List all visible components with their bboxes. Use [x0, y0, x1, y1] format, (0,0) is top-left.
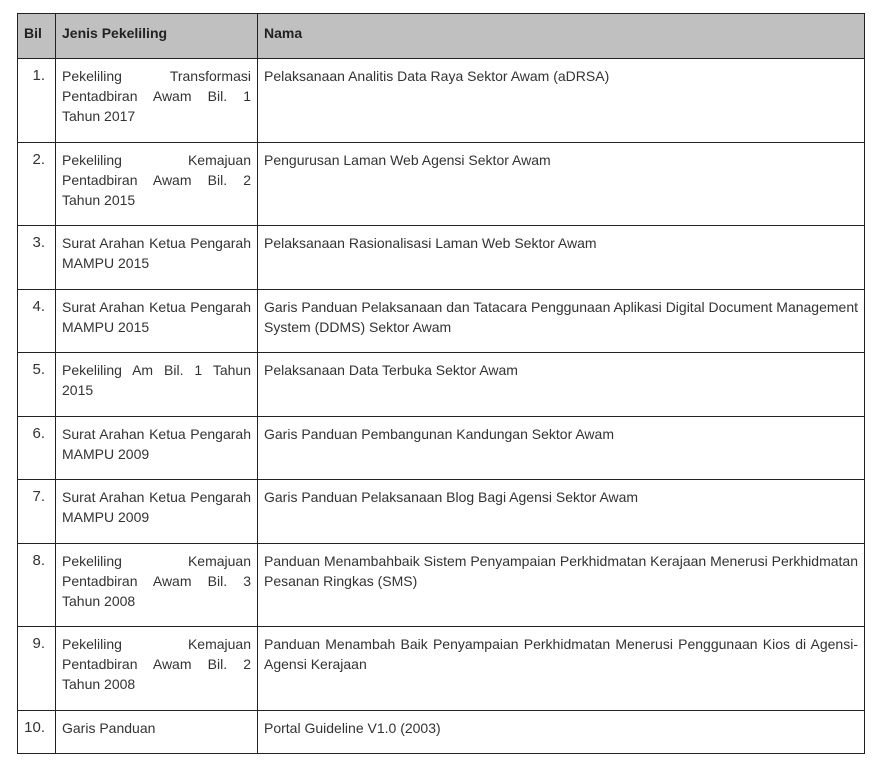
cell-bil: 6. [18, 417, 56, 480]
header-jenis: Jenis Pekeliling [56, 14, 258, 59]
cell-nama: Pengurusan Laman Web Agensi Sektor Awam [258, 143, 865, 226]
cell-jenis: Pekeliling Kemajuan Pentadbiran Awam Bil. 2 Tahun 2008 [56, 627, 258, 711]
cell-bil: 9. [18, 627, 56, 711]
cell-bil: 8. [18, 544, 56, 627]
header-nama: Nama [258, 14, 865, 59]
cell-bil: 10. [18, 711, 56, 754]
cell-nama: Garis Panduan Pelaksanaan dan Tatacara Penggunaan Aplikasi Digital Document Management System (DDMS) Sektor Awam [258, 290, 865, 353]
cell-bil: 3. [18, 226, 56, 290]
cell-jenis: Pekeliling Kemajuan Pentadbiran Awam Bil. 2 Tahun 2015 [56, 143, 258, 226]
cell-jenis: Surat Arahan Ketua Pengarah MAMPU 2015 [56, 290, 258, 353]
cell-bil: 2. [18, 143, 56, 226]
table-row [18, 417, 865, 480]
table-row [18, 226, 865, 290]
cell-jenis: Pekeliling Transformasi Pentadbiran Awam Bil. 1 Tahun 2017 [56, 59, 258, 143]
cell-nama: Portal Guideline V1.0 (2003) [258, 711, 865, 754]
table-row [18, 143, 865, 226]
cell-nama: Pelaksanaan Data Terbuka Sektor Awam [258, 353, 865, 417]
header-row [18, 14, 865, 59]
cell-nama: Pelaksanaan Analitis Data Raya Sektor Awam (aDRSA) [258, 59, 865, 143]
cell-bil: 7. [18, 480, 56, 544]
table-row [18, 353, 865, 417]
cell-nama: Garis Panduan Pembangunan Kandungan Sektor Awam [258, 417, 865, 480]
table-row [18, 59, 865, 143]
cell-jenis: Surat Arahan Ketua Pengarah MAMPU 2009 [56, 417, 258, 480]
header-bil: Bil [18, 14, 56, 59]
cell-nama: Pelaksanaan Rasionalisasi Laman Web Sektor Awam [258, 226, 865, 290]
table-row [18, 627, 865, 711]
table-row [18, 544, 865, 627]
cell-bil: 5. [18, 353, 56, 417]
table-row [18, 480, 865, 544]
table-row [18, 290, 865, 353]
cell-bil: 1. [18, 59, 56, 143]
cell-jenis: Surat Arahan Ketua Pengarah MAMPU 2015 [56, 226, 258, 290]
table-row [18, 711, 865, 754]
cell-bil: 4. [18, 290, 56, 353]
cell-jenis: Pekeliling Kemajuan Pentadbiran Awam Bil. 3 Tahun 2008 [56, 544, 258, 627]
cell-jenis: Surat Arahan Ketua Pengarah MAMPU 2009 [56, 480, 258, 544]
cell-jenis: Garis Panduan [56, 711, 258, 754]
cell-nama: Garis Panduan Pelaksanaan Blog Bagi Agensi Sektor Awam [258, 480, 865, 544]
cell-nama: Panduan Menambah Baik Penyampaian Perkhidmatan Menerusi Penggunaan Kios di Agensi-Agensi Kerajaan [258, 627, 865, 711]
cell-nama: Panduan Menambahbaik Sistem Penyampaian Perkhidmatan Kerajaan Menerusi Perkhidmatan Pesanan Ringkas (SMS) [258, 544, 865, 627]
cell-jenis: Pekeliling Am Bil. 1 Tahun 2015 [56, 353, 258, 417]
pekeliling-table [17, 13, 865, 754]
